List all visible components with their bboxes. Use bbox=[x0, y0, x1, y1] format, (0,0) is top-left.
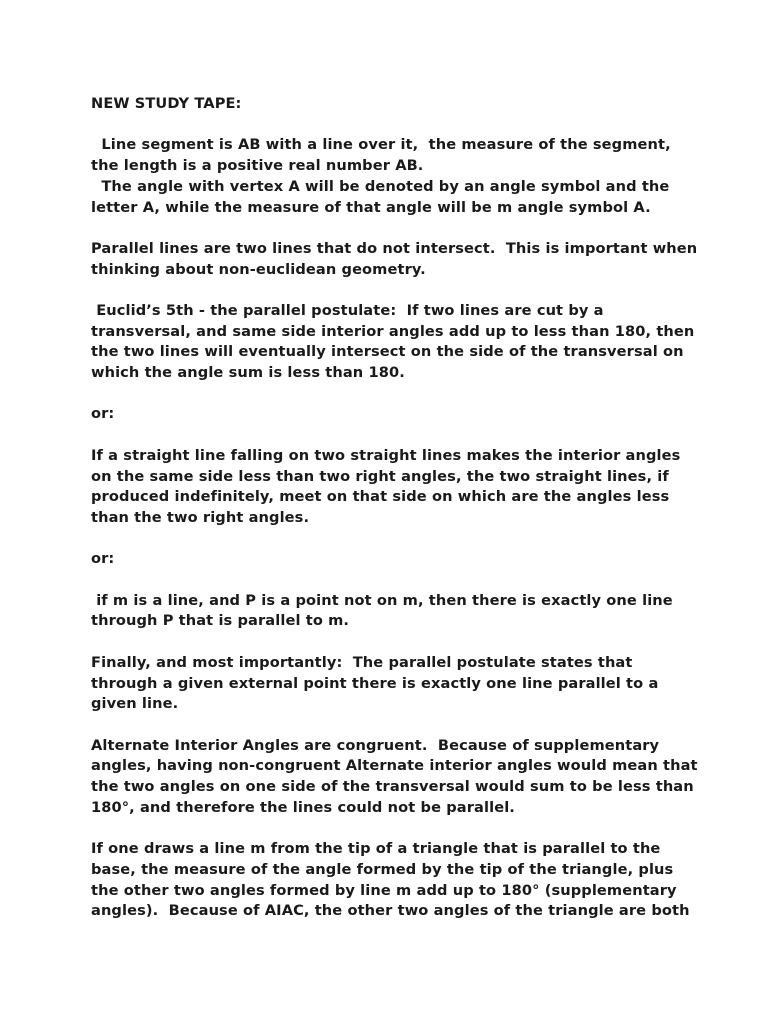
paragraph-or-2: or: bbox=[91, 550, 115, 568]
document-heading: NEW STUDY TAPE: bbox=[91, 95, 242, 112]
paragraph-triangle: If one draws a line m from the tip of a triangle that is parallel to the base, the measure of the angle formed by the tip of the triangle, plus the other two angles formed by line m add up to 180° (supplementary angles). Because of AIAC, the other two angles of the triangle are both bbox=[91, 840, 690, 920]
paragraph-alternate-interior: Alternate Interior Angles are congruent. Because of supplementary angles, having non-congruent Alternate interior angles would mean that the two angles on one side of the transversal would sum to be less than 180°, and therefore the lines could not be parallel. bbox=[91, 736, 703, 816]
paragraph-line-segment: Line segment is AB with a line over it, the measure of the segment, the length is a positive real number AB. bbox=[91, 136, 676, 175]
paragraph-or-1: or: bbox=[91, 405, 115, 423]
paragraph-euclid-fifth: Euclid’s 5th - the parallel postulate: If two lines are cut by a transversal, and same side interior angles add up to less than 180, then the two lines will eventually intersect on the side of the transversal on which the angle sum is less than 180. bbox=[91, 301, 700, 382]
paragraph-finally: Finally, and most importantly: The parallel postulate states that through a given external point there is exactly one line parallel to a given line. bbox=[91, 653, 664, 713]
paragraph-straight-line: If a straight line falling on two straight lines makes the interior angles on the same side less than two right angles, the two straight lines, if produced indefinitely, meet on that side on which are the angles less than the two right angles. bbox=[91, 446, 686, 526]
paragraph-parallel-lines: Parallel lines are two lines that do not intersect. This is important when thinking about non-euclidean geometry. bbox=[91, 239, 703, 278]
document-page bbox=[91, 94, 701, 922]
paragraph-playfair: if m is a line, and P is a point not on m, then there is exactly one line through P that is parallel to m. bbox=[91, 591, 678, 630]
paragraph-angle-vertex: The angle with vertex A will be denoted by an angle symbol and the letter A, while the measure of that angle will be m angle symbol A. bbox=[91, 177, 675, 216]
